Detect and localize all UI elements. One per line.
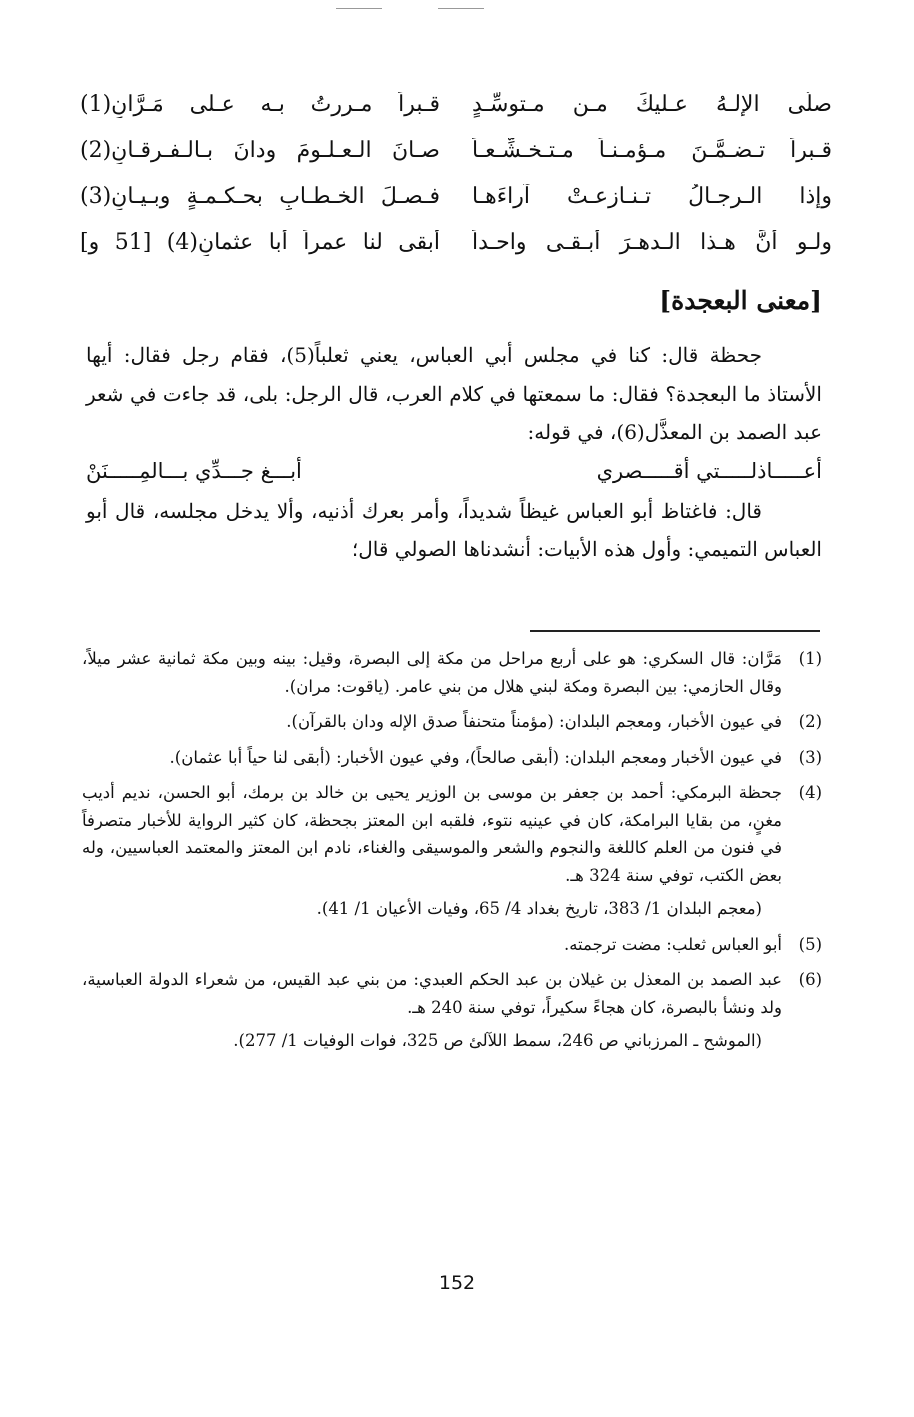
footnote <box>82 779 822 923</box>
footnote-separator <box>530 630 820 632</box>
poem-second-hemistich: صـانَ الـعـلـومَ ودانَ بـالـفـرقـانِ(2) <box>80 137 440 163</box>
footnote <box>82 708 822 736</box>
poem-verse <box>80 82 832 128</box>
poem-first-hemistich: ولـو أنَّ هـذا الـدهـرَ أبـقـى واحـداً <box>472 229 832 255</box>
poem-verse <box>80 128 832 174</box>
top-rule-left <box>336 8 382 9</box>
footnote-text: عبد الصمد بن المعذل بن غيلان بن عبد الحكم العبدي: من بني عبد القيس، من شعراء الدولة العباسية، ولد ونشأ بالبصرة، كان هجاءً سكيراً، توفي سنة 240 هـ. <box>82 970 782 1017</box>
poem-first-hemistich: صلّى الإلـهُ عـليكَ مـن مـتوسِّـدٍ <box>472 91 832 117</box>
prose-body <box>86 336 822 569</box>
quoted-verse-second: أبـــغ جـــدِّي بـــالمِـــــنَنْ <box>86 459 302 484</box>
poem-second-hemistich: قـبراً مـررتُ بـه عـلى مَـرَّانِ(1) <box>80 91 440 117</box>
footnote-text: في عيون الأخبار ومعجم البلدان: (أبقى صالحاً)، وفي عيون الأخبار: (أبقى لنا حياً أبا عثمان). <box>169 747 782 767</box>
footnote-text: في عيون الأخبار، ومعجم البلدان: (مؤمناً متحنفاً صدق الإله ودان بالقرآن). <box>286 712 782 731</box>
footnote <box>82 744 822 772</box>
poem-verse <box>80 220 832 266</box>
footnote-number: (2) <box>798 712 822 731</box>
footnote-number: (6) <box>798 970 822 989</box>
footnotes <box>82 645 822 1063</box>
section-title: [معنى البعجدة] <box>659 286 822 315</box>
footnote-text: مَرَّان: قال السكري: هو على أربع مراحل من مكة إلى البصرة، وقيل: بينه وبين مكة ثمانية عشر ميلاً، وقال الحازمي: بين البصرة ومكة لبني هلال من بني عامر. (ياقوت: مران). <box>82 649 782 696</box>
footnote-reference: (الموشح ـ المرزباني ص 246، سمط اللآلئ ص 325، فوات الوفيات 1/ 277). <box>233 1031 762 1050</box>
footnote-number: (1) <box>798 649 822 668</box>
page-number: 152 <box>438 1272 476 1294</box>
footnote <box>82 931 822 959</box>
footnote-text: جحظة البرمكي: أحمد بن جعفر بن موسى بن الوزير يحيى بن خالد بن برمك، أبو الحسن، نديم أديب مغنٍ، من بقايا البرامكة، كان في عينيه نتوء، فلقبه ابن المعتز بجحظة، كان كثير الرواية للأخبار متصرفاً في فنون من العلم كاللغة والنجوم والشعر والموسيقى والغناء، نادم ابن المعتز والمعتمد العباسيين، وله بعض الكتب، توفي سنة 324 هـ. <box>82 783 782 885</box>
footnote <box>82 645 822 700</box>
prose-paragraph: قال: فاغتاظ أبو العباس غيظاً شديداً، وأمر بعرك أذنيه، وألا يدخل مجلسه، قال أبو العباس التميمي: وأول هذه الأبيات: أنشدناها الصولي قال؛ <box>86 498 822 561</box>
prose-paragraph: جحظة قال: كنا في مجلس أبي العباس، يعني ثعلباً(5)، فقام رجل فقال: أيها الأستاذ ما البعجدة؟ فقال: ما سمعتها في كلام العرب، قال الرجل: بلى، قد جاءت في شعر عبد الصمد بن المعذَّل(6)، في قوله: <box>86 343 822 444</box>
quoted-verse-first: أعـــــاذلـــــتي أقـــــصري <box>596 459 822 484</box>
poem <box>80 82 832 266</box>
top-rule-right <box>438 8 484 9</box>
footnote-text: أبو العباس ثعلب: مضت ترجمته. <box>563 934 782 954</box>
quoted-verse <box>86 452 822 492</box>
poem-first-hemistich: وإذا الـرجـالُ تـنـازعـتْ آراءَهـا <box>472 183 832 209</box>
footnote <box>82 966 822 1055</box>
footnote-reference: (معجم البلدان 1/ 383، تاريخ بغداد 4/ 65، وفيات الأعيان 1/ 41). <box>316 899 762 918</box>
poem-verse <box>80 174 832 220</box>
poem-second-hemistich: أبقى لنا عمراً أبا عثمانِ(4) [51 و] <box>80 229 440 255</box>
footnote-number: (4) <box>798 783 822 802</box>
footnote-number: (3) <box>798 747 822 767</box>
poem-first-hemistich: قـبراً تـضـمَّـنَ مـؤمـنـاً مـتـخـشِّـعـاً <box>472 137 832 163</box>
footnote-number: (5) <box>798 934 822 954</box>
poem-second-hemistich: فـصـلَ الخـطـابِ بحـكـمـةٍ وبـيـانِ(3) <box>80 183 440 209</box>
